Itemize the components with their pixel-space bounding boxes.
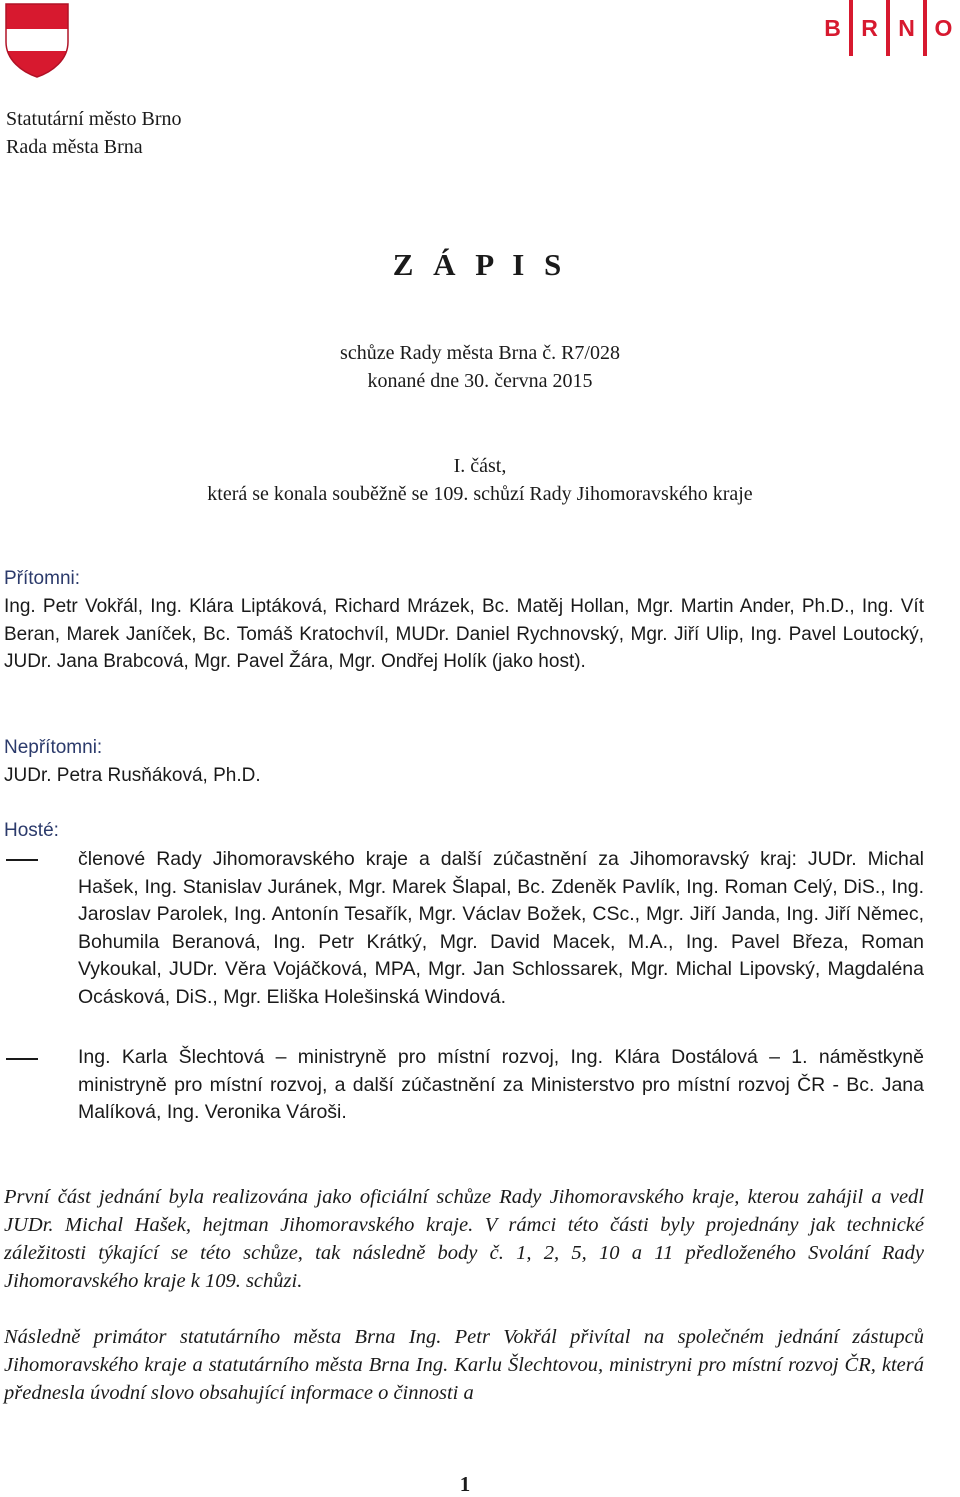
paragraph-first-part: První část jednání byla realizována jako oficiální schůze Rady Jihomoravského kraje, kterou zahájil a vedl JUDr. Michal Hašek, hejtman Jihomoravského kraje. V rámci této části byly projednány jak technické záležitosti týkající se této schůze, tak následně body č. 1, 2, 5, 10 a 11 předloženého Svolání Rady Jihomoravského kraje k 109. schůzi. <box>4 1186 924 1292</box>
logo-letter-n: N <box>898 14 915 41</box>
paragraph-second-part: Následně primátor statutárního města Brna Ing. Petr Vokřál přivítal na společném jednání zástupců Jihomoravského kraje a statutárního města Brna Ing. Karlu Šlechtovou, ministryni pro místní rozvoj ČR, která přednesla úvodní slovo obsahující informace o činnosti a <box>4 1326 924 1404</box>
present-list: Ing. Petr Vokřál, Ing. Klára Liptáková, Richard Mrázek, Bc. Matěj Hollan, Mgr. Martin Ander, Ph.D., Ing. Vít Beran, Marek Janíček, Bc. Tomáš Kratochvíl, MUDr. Daniel Rychnovský, Mgr. Jiří Ulip, Ing. Pavel Loutocký, JUDr. Jana Brabcová, Mgr. Pavel Žára, Mgr. Ondřej Holík (jako host). <box>4 596 924 672</box>
document-title: Z Á P I S <box>392 247 568 282</box>
meeting-number: schůze Rady města Brna č. R7/028 <box>340 342 620 364</box>
part-label: I. část, <box>453 455 507 477</box>
guests-label: Hosté: <box>4 820 59 841</box>
guests-item-ministry: Ing. Karla Šlechtová – ministryně pro místní rozvoj, Ing. Klára Dostálová – 1. náměstkyně ministryně pro místní rozvoj, a další zúčastnění za Ministerstvo pro místní rozvoj ČR - Bc. Jana Malíková, Ing. Veronika Vároši. <box>78 1046 924 1123</box>
brno-logo <box>816 0 960 56</box>
absent-list: JUDr. Petra Rusňáková, Ph.D. <box>4 765 261 786</box>
absent-label: Nepřítomni: <box>4 737 103 758</box>
guests-item-region: členové Rady Jihomoravského kraje a další zúčastnění za Jihomoravský kraj: JUDr. Michal Hašek, Ing. Stanislav Juránek, Mgr. Marek Šlapal, Bc. Zdeněk Pavlík, Ing. Roman Celý, DiS., Ing. Jaroslav Parolek, Ing. Antonín Tesařík, Mgr. Václav Božek, CSc., Mgr. Jiří Janda, Ing. Jiří Němec, Bohumila Beranová, Ing. Petr Krátký, Mgr. David Macek, M.A., Ing. Pavel Březa, Roman Vykoukal, JUDr. Věra Vojáčková, MPA, Mgr. Jan Schlossarek, Mgr. Michal Lipovský, Magdaléna Ocásková, DiS., Mgr. Eliška Holešinská Windová. <box>78 848 924 1008</box>
bullet-dash <box>6 1058 38 1060</box>
page-number: 1 <box>459 1472 471 1496</box>
part-description: která se konala souběžně se 109. schůzí Rady Jihomoravského kraje <box>207 483 753 505</box>
logo-letter-o: O <box>934 14 953 41</box>
present-label: Přítomni: <box>4 568 81 589</box>
issuer-city: Statutární město Brno <box>6 108 182 130</box>
issuer-council: Rada města Brna <box>6 136 143 158</box>
bullet-dash <box>6 859 38 861</box>
coat-of-arms-icon <box>4 2 70 78</box>
logo-letter-b: B <box>824 14 841 41</box>
meeting-date: konané dne 30. června 2015 <box>367 370 593 392</box>
logo-letter-r: R <box>861 14 878 41</box>
